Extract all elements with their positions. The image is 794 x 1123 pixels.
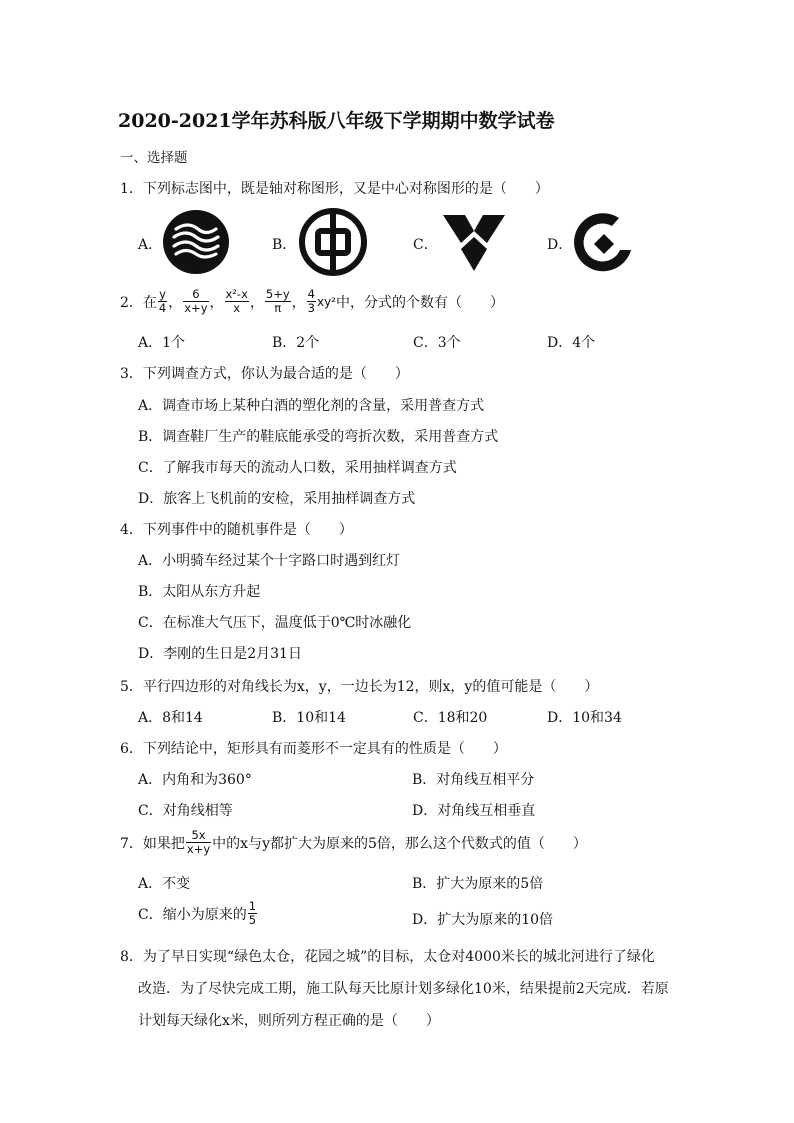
question-8-line-2: 改造．为了尽快完成工期，施工队每天比原计划多绿化10米，结果提前2天完成．若原 [138,981,669,997]
question-4-stem: 4．下列事件中的随机事件是（ ） [120,522,353,538]
q6-option-d: D．对角线互相垂直 [412,803,536,819]
q2-expr-5 [307,288,316,315]
question-2-stem [120,288,504,315]
mitsubishi-v-logo-icon [441,213,507,273]
q7-option-c-prefix: C．缩小为原来的 [138,906,247,923]
china-mobile-logo-icon [162,209,230,275]
construction-bank-logo-icon [571,210,635,274]
q2-expr-3-num: x²-x [225,287,248,301]
q5-option-d: D．10和34 [547,710,622,726]
question-6-stem: 6．下列结论中，矩形具有而菱形不一定具有的性质是（ ） [120,741,507,757]
q2-expr-5-tail: xy² [316,294,336,309]
q7-option-d: D．扩大为原来的10倍 [412,912,554,928]
question-8-line-3: 计划每天绿化x米，则所列方程正确的是（ ） [138,1013,440,1029]
q7-fraction-den: x+y [186,842,211,857]
q5-option-a: A．8和14 [138,710,203,726]
q7-prefix: 7．如果把 [120,835,185,852]
q3-option-b: B．调查鞋厂生产的鞋底能承受的弯折次数，采用普查方式 [138,429,499,445]
question-1-stem: 1．下列标志图中，既是轴对称图形，又是中心对称图形的是（ ） [120,181,549,197]
q7-suffix: 中的x与y都扩大为原来的5倍，那么这个代数式的值（ ） [212,835,587,852]
q2-expr-2-num: 6 [183,288,208,302]
q2-expr-2-den: x+y [184,301,208,316]
q2-sep: ， [209,294,224,311]
q2-expr-3 [225,288,249,315]
q4-option-a: A．小明骑车经过某个十字路口时遇到红灯 [138,553,401,569]
q7-option-c-den: 5 [248,913,257,928]
q2-expr-1 [158,288,167,315]
q2-expr-4-num: 5+y [265,287,290,301]
q7-fraction [186,829,211,856]
q7-option-c-num: 1 [248,899,257,913]
q7-option-c-fraction [248,900,257,927]
q2-sep: ， [291,294,306,311]
q2-option-a: A．1个 [138,335,186,351]
q2-expr-2 [183,288,208,315]
q1-option-d-label: D． [547,237,573,253]
q6-option-a: A．内角和为360° [138,772,252,788]
q2-prefix: 2．在 [120,294,157,311]
q1-option-b-label: B． [272,237,297,253]
q2-option-b: B．2个 [272,335,320,351]
q3-option-c: C．了解我市每天的流动人口数，采用抽样调查方式 [138,460,457,476]
q2-expr-1-num: y [159,287,166,301]
q7-fraction-num: 5x [186,829,211,843]
q2-expr-4 [265,288,291,315]
q5-option-c: C．18和20 [413,710,488,726]
q2-option-d: D．4个 [547,335,596,351]
q2-sep: ， [168,294,183,311]
q4-option-b: B．太阳从东方升起 [138,584,261,600]
q7-option-c [138,900,258,927]
question-7-stem [120,829,587,856]
q5-option-b: B．10和14 [272,710,346,726]
q1-option-c-label: C． [413,237,438,253]
q4-option-d: D．李刚的生日是2月31日 [138,646,302,662]
question-5-stem: 5．平行四边形的对角线长为x，y，一边长为12，则x，y的值可能是（ ） [120,679,599,695]
q2-expr-5-den: 3 [307,301,315,316]
q2-option-c: C．3个 [413,335,461,351]
q2-expr-5-num: 4 [307,287,315,301]
q3-option-a: A．调查市场上某种白酒的塑化剂的含量，采用普查方式 [138,398,485,414]
page-title: 2020-2021学年苏科版八年级下学期期中数学试卷 [118,110,555,132]
q2-suffix: 中，分式的个数有（ ） [335,294,504,311]
q3-option-d: D．旅客上飞机前的安检，采用抽样调查方式 [138,491,416,507]
q1-option-a-label: A． [138,237,163,253]
question-3-stem: 3．下列调查方式，你认为最合适的是（ ） [120,366,409,382]
section-heading: 一、选择题 [120,150,188,166]
q2-expr-1-den: 4 [158,301,167,316]
q7-option-b: B．扩大为原来的5倍 [412,876,544,892]
question-8-line-1: 8．为了早日实现“绿色太仓，花园之城”的目标，太仓对4000米长的城北河进行了绿化 [120,949,655,965]
q6-option-c: C．对角线相等 [138,803,233,819]
bank-of-china-logo-icon [299,208,367,276]
q2-sep: ， [249,294,264,311]
q7-option-a: A．不变 [138,876,191,892]
q2-expr-3-den: x [233,301,241,316]
q2-expr-4-den: π [274,301,282,316]
q6-option-b: B．对角线互相平分 [412,772,535,788]
q4-option-c: C．在标准大气压下，温度低于0℃时冰融化 [138,615,412,631]
